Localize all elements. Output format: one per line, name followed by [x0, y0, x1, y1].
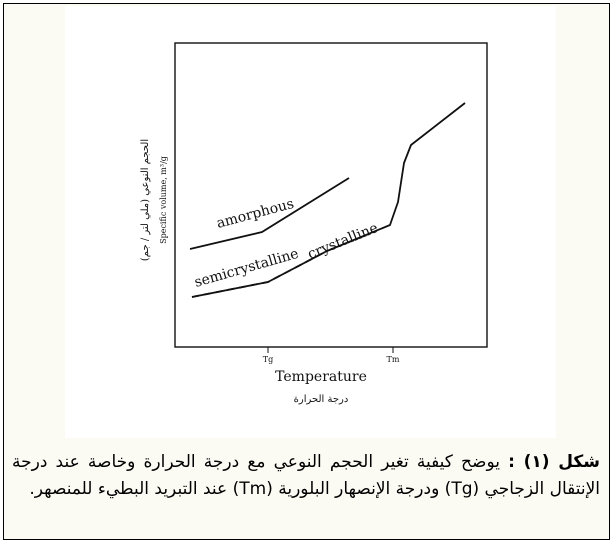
tick-label-tm: Tm: [386, 355, 400, 364]
x-axis-label-ar: درجة الحرارة: [293, 394, 349, 405]
tick-label-tg: Tg: [262, 355, 274, 364]
volume-temperature-plot: [65, 6, 556, 438]
semicrystalline-label: semicrystalline: [192, 245, 301, 291]
caption-text: يوضح كيفية تغير الحجم النوعي مع درجة الحرارة وخاصة عند درجة الإنتقال الزجاجي (Tg) ودرجة الإنصهار البلورية (Tm) عند التبريد البطيء للمنصهر.: [12, 452, 600, 499]
figure-caption: [12, 449, 600, 503]
y-axis-label-en: Specific volume, m³/g: [159, 156, 168, 244]
figure-panel: [3, 3, 610, 540]
crystalline-label: crystalline: [305, 220, 381, 263]
plot-frame: [175, 43, 487, 347]
figure-image: [65, 6, 556, 438]
x-axis-label-en: Temperature: [275, 369, 367, 385]
amorphous-label: amorphous: [214, 195, 296, 232]
caption-label: شكل (١) :: [508, 452, 600, 472]
y-axis-label-ar: الحجم النوعي (ملي لتر / جم): [140, 138, 151, 262]
